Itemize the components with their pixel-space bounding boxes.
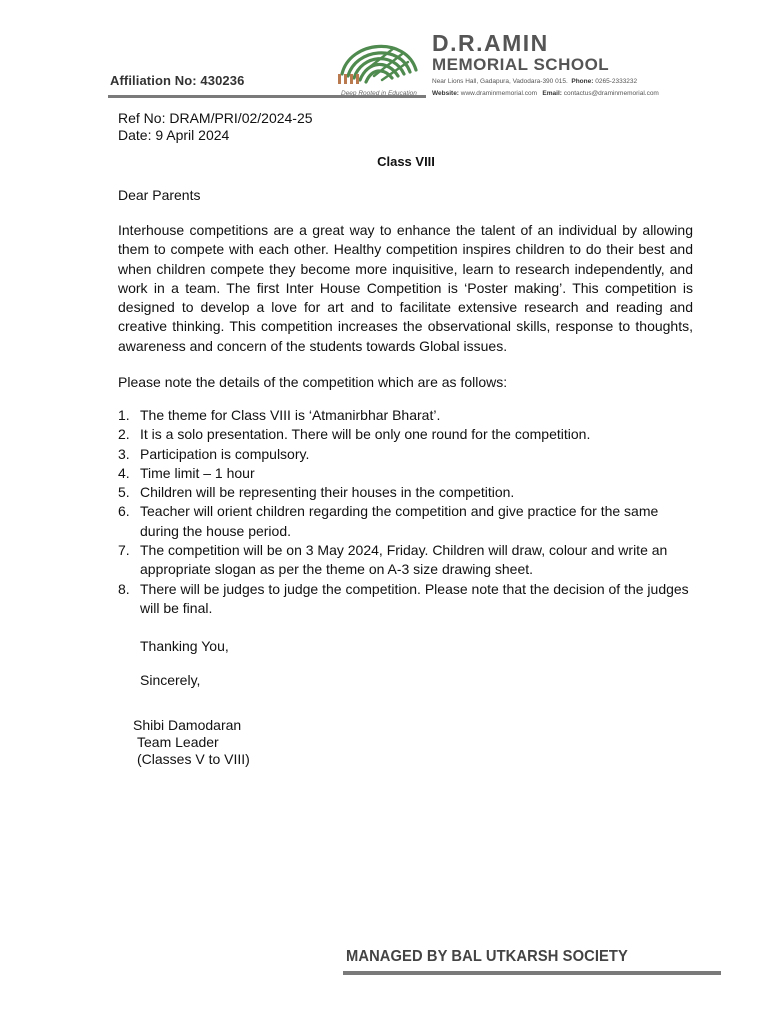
list-number: 1. <box>118 407 130 423</box>
school-logo-icon <box>336 30 420 96</box>
list-text: Teacher will orient children regarding the competition and give practice for the same during the house period. <box>140 503 659 539</box>
list-item <box>118 483 698 502</box>
email-link[interactable]: contactus@draminmemorial.com <box>563 90 659 97</box>
list-text: Participation is compulsory. <box>140 445 310 462</box>
list-item <box>118 502 698 541</box>
list-number: 5. <box>118 484 130 501</box>
list-text: There will be judges to judge the competition. Please note that the decision of the judges will be final. <box>140 580 689 616</box>
signatory-classes: (Classes V to VIII) <box>137 751 250 767</box>
salutation: Dear Parents <box>118 187 201 203</box>
list-number: 4. <box>118 464 130 481</box>
school-name-subtitle: MEMORIAL SCHOOL <box>432 55 610 74</box>
list-item <box>118 445 698 464</box>
list-number: 3. <box>118 445 130 462</box>
address-text: Near Lions Hall, Gadapura, Vadodara-390 015. <box>432 78 568 85</box>
website-link[interactable]: www.draminmemorial.com <box>460 90 537 97</box>
list-text: The theme for Class VIII is ‘Atmanirbhar Bharat’. <box>140 407 441 423</box>
list-text: Children will be representing their houses in the competition. <box>140 484 515 501</box>
closing-line: Sincerely, <box>140 672 201 688</box>
signatory-title: Team Leader <box>137 734 219 750</box>
phone-label: Phone: <box>571 78 594 85</box>
thanks-line: Thanking You, <box>140 638 229 654</box>
list-number: 2. <box>118 426 130 443</box>
school-tagline: Deep Rooted in Education <box>341 90 417 97</box>
signatory-name: Shibi Damodaran <box>133 717 242 733</box>
competition-details-list <box>118 406 698 618</box>
reference-number: Ref No: DRAM/PRI/02/2024-25 <box>118 110 313 126</box>
list-text: The competition will be on 3 May 2024, Friday. Children will draw, colour and write an appropriate slogan as per the theme on A-3 size drawing sheet. <box>140 542 668 578</box>
list-item <box>118 464 698 483</box>
list-number: 6. <box>118 503 130 520</box>
list-number: 8. <box>118 580 130 597</box>
list-item <box>118 541 698 580</box>
list-number: 7. <box>118 542 130 559</box>
class-heading: Class VIII <box>377 154 435 169</box>
intro-paragraph: Interhouse competitions are a great way to enhance the talent of an individual by allowing them to compete with each other. Healthy competition inspires children to do their best and when children compete they become more inquisitive, learn to research independently, and work in a team. The first Inter House Competition is ‘Poster making’. This competition is designed to develop a love for art and to facilitate extensive research and reading and creative thinking. This competition increases the observational skills, response to thoughts, awareness and concern of the students towards Global issues. <box>118 222 693 354</box>
list-item <box>118 425 698 444</box>
phone-number: 0265-2333232 <box>595 78 638 85</box>
email-label: Email: <box>542 90 562 97</box>
website-label: Website: <box>432 90 459 97</box>
school-address <box>432 78 637 85</box>
list-text: Time limit – 1 hour <box>140 464 255 481</box>
list-text: It is a solo presentation. There will be only one round for the competition. <box>140 426 591 443</box>
details-intro: Please note the details of the competition which are as follows: <box>118 374 508 390</box>
footer-divider <box>343 971 721 975</box>
list-item <box>118 580 698 619</box>
reference-block <box>118 110 313 144</box>
school-name: D.R.AMIN <box>432 30 549 56</box>
managed-by-footer: MANAGED BY BAL UTKARSH SOCIETY <box>346 948 628 965</box>
affiliation-number: Affiliation No: 430236 <box>110 73 245 88</box>
letter-date: Date: 9 April 2024 <box>118 127 230 143</box>
list-item <box>118 406 698 425</box>
school-contacts <box>432 90 659 97</box>
